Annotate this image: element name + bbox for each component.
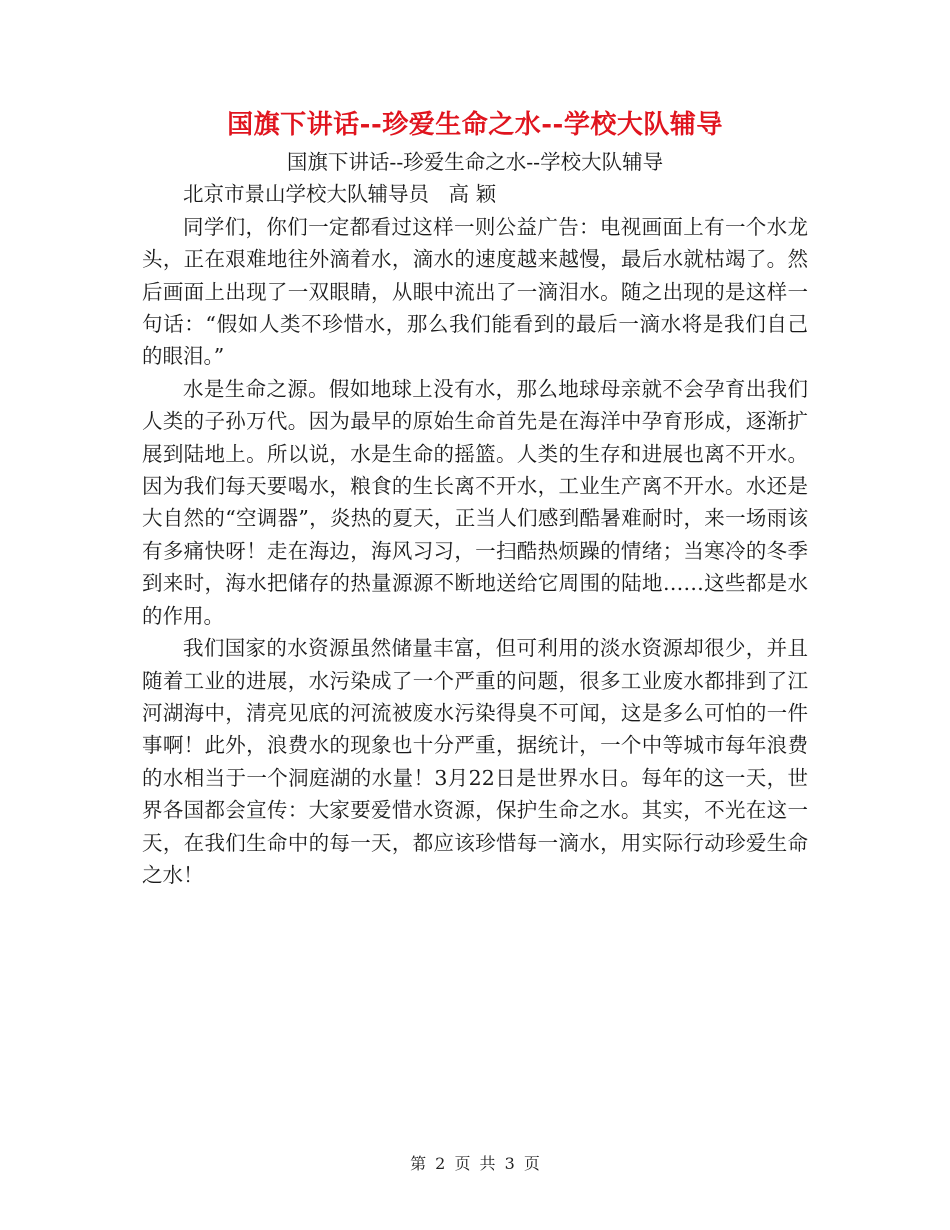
- document-body: [142, 146, 808, 891]
- document-subtitle: 国旗下讲话--珍爱生命之水--学校大队辅导: [286, 150, 664, 174]
- paragraph-1: 同学们，你们一定都看过这样一则公益广告：电视画面上有一个水龙头，正在艰难地往外滴着水，滴水的速度越来越慢，最后水就枯竭了。然后画面上出现了一双眼睛，从眼中流出了一滴泪水。随之出现的是这样一句话：“假如人类不珍惜水，那么我们能看到的最后一滴水将是我们自己的眼泪。”: [142, 214, 808, 369]
- document-title: 国旗下讲话--珍爱生命之水--学校大队辅导: [227, 110, 723, 140]
- paragraph-2: 水是生命之源。假如地球上没有水，那么地球母亲就不会孕育出我们人类的子孙万代。因为最早的原始生命首先是在海洋中孕育形成，逐渐扩展到陆地上。所以说，水是生命的摇篮。人类的生存和进展也离不开水。因为我们每天要喝水，粮食的生长离不开水，工业生产离不开水。水还是大自然的“空调器”，炎热的夏天，正当人们感到酷暑难耐时，来一场雨该有多痛快呀！走在海边，海风习习，一扫酷热烦躁的情绪；当寒冷的冬季到来时，海水把储存的热量源源不断地送给它周围的陆地……这些都是水的作用。: [142, 376, 808, 628]
- page-footer: 第 2 页 共 3 页: [410, 1154, 540, 1173]
- author-line: 北京市景山学校大队辅导员 高 颖: [183, 182, 497, 207]
- paragraph-3: 我们国家的水资源虽然储量丰富，但可利用的淡水资源却很少，并且随着工业的进展，水污染成了一个严重的问题，很多工业废水都排到了江河湖海中，清亮见底的河流被废水污染得臭不可闻，这是多么可怕的一件事啊！此外，浪费水的现象也十分严重，据统计，一个中等城市每年浪费的水相当于一个洞庭湖的水量！3月22日是世界水日。每年的这一天，世界各国都会宣传：大家要爱惜水资源，保护生命之水。其实，不光在这一天，在我们生命中的每一天，都应该珍惜每一滴水，用实际行动珍爱生命之水！: [142, 636, 808, 887]
